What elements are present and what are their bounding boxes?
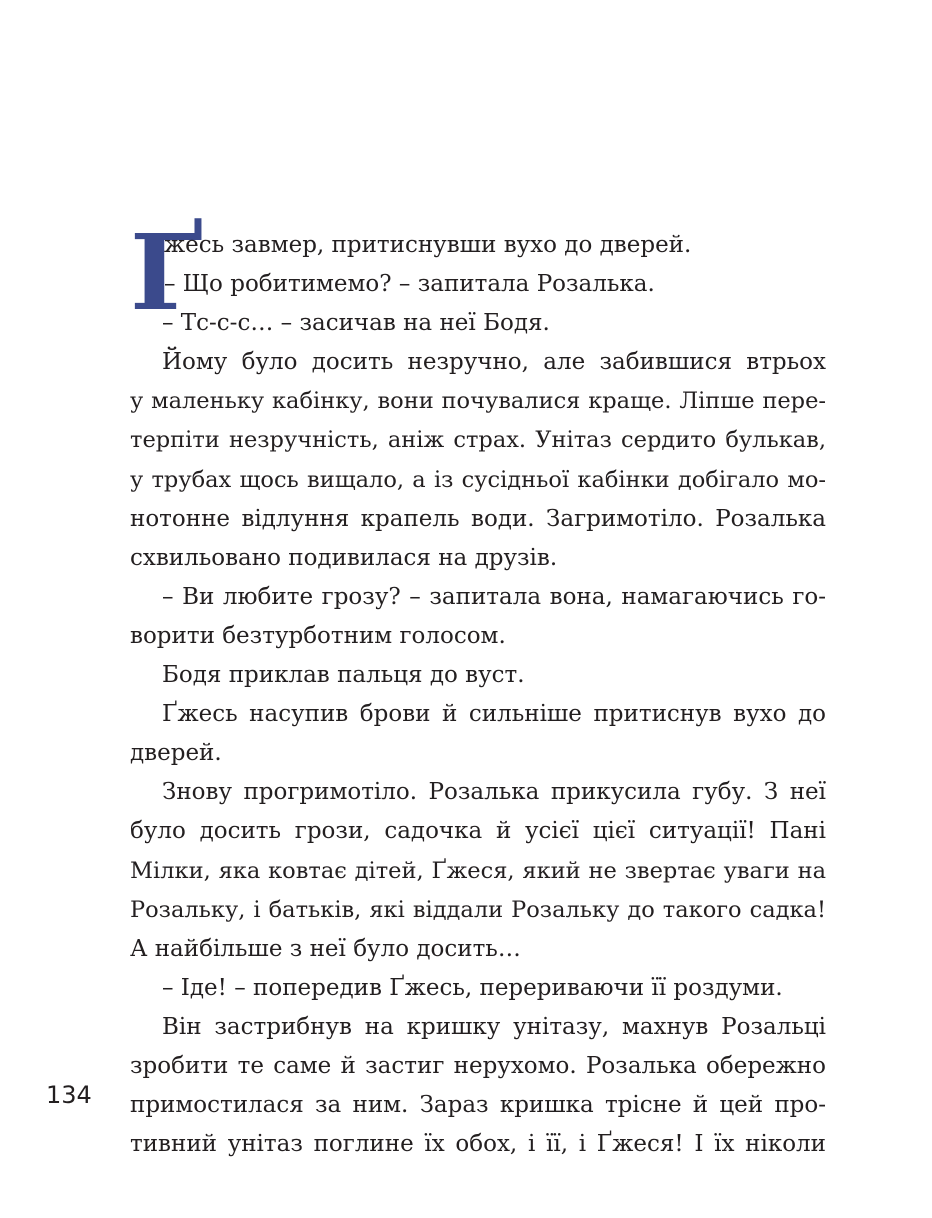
text-line: Мілки, яка ковтає дітей, Ґжеся, який не звертає уваги на <box>130 857 826 884</box>
page-number: 134 <box>46 1081 92 1109</box>
text-line: Ґжесь насупив брови й сильніше притиснув вухо до <box>162 701 826 728</box>
drop-cap-letter: Ґ <box>130 211 203 334</box>
text-line: А найбільше з неї було досить… <box>130 935 521 962</box>
text-line: нотонне відлуння крапель води. Загримотіло. Розалька <box>130 505 826 532</box>
text-line: тивний унітаз поглине їх обох, і її, і Ґжеся! І їх ніколи <box>130 1131 826 1158</box>
text-line: схвильовано подивилася на друзів. <box>130 544 558 571</box>
text-line: дверей. <box>130 740 222 767</box>
body-text <box>130 211 826 1164</box>
text-line: Розальку, і батьків, які віддали Розальку до такого садка! <box>130 896 826 923</box>
text-line: було досить грози, садочка й усієї цієї ситуації! Пані <box>130 818 826 845</box>
text-line: – Тс-с-с… – засичав на неї Бодя. <box>162 310 550 337</box>
text-line: Знову прогримотіло. Розалька прикусила губу. З неї <box>162 779 826 806</box>
text-line: ворити безтурботним голосом. <box>130 622 506 649</box>
text-line: зробити те саме й застиг нерухомо. Розалька обережно <box>130 1052 826 1079</box>
text-line: Бодя приклав пальця до вуст. <box>162 662 525 689</box>
text-line: у маленьку кабінку, вони почувалися краще. Ліпше пере- <box>130 388 826 415</box>
text-line: терпіти незручність, аніж страх. Унітаз сердито булькав, <box>130 427 826 454</box>
text-line: – Ви любите грозу? – запитала вона, намагаючись го- <box>162 583 826 610</box>
text-line: жесь завмер, притиснувши вухо до дверей. <box>164 232 692 258</box>
text-line: примостилася за ним. Зараз кришка трісне й цей про- <box>130 1092 826 1119</box>
text-line: Йому було досить незручно, але забившися втрьох <box>162 349 826 376</box>
text-line: – Що робитимемо? – запитала Розалька. <box>164 271 655 298</box>
text-line: у трубах щось вищало, а із сусідньої кабінки добігало мо- <box>130 466 826 493</box>
text-line: – Іде! – попередив Ґжесь, перериваючи її роздуми. <box>162 974 783 1001</box>
text-line: Він застрибнув на кришку унітазу, махнув Розальці <box>162 1013 826 1040</box>
